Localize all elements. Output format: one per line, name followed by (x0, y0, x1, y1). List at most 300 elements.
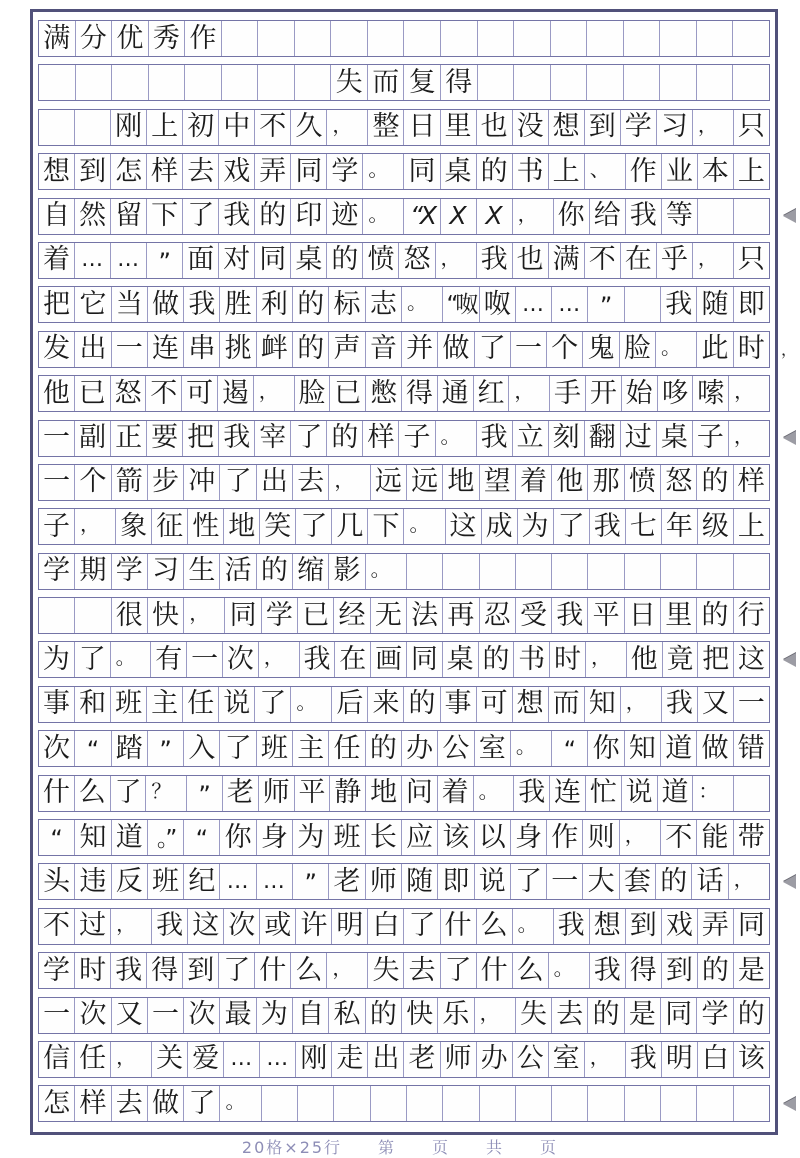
grid-cell-char: 挑 (219, 332, 255, 367)
grid-cell-char: ” (292, 864, 328, 899)
grid-cell-char: 箭 (111, 465, 147, 500)
grid-row (38, 242, 770, 279)
grid-cell-char: 平 (294, 776, 330, 811)
grid-cell-char: 我 (476, 243, 512, 278)
grid-row (38, 819, 770, 856)
grid-cell-char: 只 (733, 110, 769, 145)
grid-cell-char: 学 (620, 110, 656, 145)
grid-cell-char: 也 (476, 110, 512, 145)
grid-cell-empty (586, 65, 623, 100)
row-marker-arrow-icon (783, 1097, 796, 1111)
grid-cell-char: 该 (437, 820, 473, 855)
grid-cell-char: 憋 (365, 376, 401, 411)
grid-cell-char: 他 (551, 465, 587, 500)
grid-cell-char: 同 (660, 998, 696, 1033)
grid-cell-char: 个 (546, 332, 582, 367)
grid-cell-char: 一 (43, 422, 71, 454)
grid-cell-char: 去 (292, 465, 328, 500)
grid-cell-char: 学 (261, 598, 297, 633)
grid-cell-char: 踏 (111, 731, 147, 766)
grid-cell-char: 身 (510, 820, 546, 855)
grid-cell-char: 弄 (697, 909, 733, 944)
grid-cell-char: 志 (365, 287, 401, 322)
grid-cell-char: 书 (513, 642, 549, 677)
grid-row (38, 1041, 770, 1078)
grid-cell-empty (586, 21, 623, 56)
grid-cell-char: 可 (181, 376, 217, 411)
grid-cell-char: ， (512, 199, 553, 234)
grid-cell-char: 正 (110, 421, 146, 456)
grid-cell-char: 去 (111, 1086, 147, 1121)
grid-cell-char: … (74, 243, 110, 278)
row-marker-arrow-icon (783, 875, 796, 889)
grid-cell-char: 为 (517, 509, 553, 544)
grid-cell-char: ， (110, 909, 151, 944)
grid-cell-char: 连 (549, 776, 585, 811)
grid-cell-char: 他 (42, 377, 70, 409)
grid-cell-char: 能 (696, 820, 732, 855)
grid-cell-char: ， (253, 376, 294, 411)
grid-cell-char: 的 (365, 731, 401, 766)
grid-cell-char: 已 (74, 376, 110, 411)
grid-cell-char: 知 (74, 820, 110, 855)
grid-cell-char: 次 (74, 998, 110, 1033)
grid-cell-char: 笑 (259, 509, 295, 544)
grid-cell-char: 么 (74, 776, 110, 811)
grid-cell-char: 作 (546, 820, 582, 855)
grid-cell-char: 道 (111, 820, 147, 855)
grid-cell-char: 明 (331, 909, 367, 944)
grid-cell-char: 次 (223, 909, 259, 944)
grid-cell-char: 师 (365, 864, 401, 899)
grid-cell-char: 复 (403, 65, 440, 100)
grid-cell-char: 又 (111, 998, 147, 1033)
grid-cell-char: 了 (290, 421, 326, 456)
grid-cell-char: 中 (218, 110, 254, 145)
grid-cell-char: 错 (733, 731, 769, 766)
grid-cell-char: 脸 (619, 332, 655, 367)
grid-cell-char: … (256, 864, 292, 899)
grid-cell-char: 主 (292, 731, 328, 766)
grid-cell-char: 脸 (294, 376, 330, 411)
grid-cell-char: 有 (150, 642, 186, 677)
grid-cell-char: 样 (362, 421, 398, 456)
grid-cell-char: 要 (146, 421, 182, 456)
grid-cell-char: 受 (515, 598, 551, 633)
grid-cell-empty (406, 554, 442, 589)
grid-cell-empty (733, 1086, 769, 1121)
grid-cell-char: 愤 (362, 243, 398, 278)
grid-cell-char: 本 (697, 154, 733, 189)
grid-cell-char: 公 (437, 731, 473, 766)
grid-cell-char: 作 (625, 154, 661, 189)
grid-cell-char: 冲 (183, 465, 219, 500)
grid-cell-empty (74, 110, 110, 145)
grid-cell-char: 师 (440, 1042, 476, 1077)
grid-cell-char: … (110, 243, 146, 278)
grid-cell-char: ” (146, 243, 182, 278)
grid-cell-char: 。 (219, 1086, 260, 1121)
grid-cell-char: 私 (328, 998, 364, 1033)
grid-cell-char: 随 (401, 864, 437, 899)
grid-cell-char: 的 (733, 998, 769, 1033)
grid-cell-char: 做 (147, 1086, 183, 1121)
grid-cell-empty (696, 21, 733, 56)
grid-cell-empty (39, 110, 74, 145)
grid-cell-empty (257, 65, 294, 100)
grid-cell-char: 长 (365, 820, 401, 855)
grid-cell-char: 远 (406, 465, 442, 500)
grid-cell-char: 老 (222, 776, 258, 811)
grid-cell-char: 下 (367, 509, 403, 544)
grid-cell-char: 了 (254, 687, 290, 722)
grid-cell-char: 不 (145, 376, 181, 411)
grid-cell-char: 。 (110, 642, 151, 677)
grid-cell-char: 经 (333, 598, 369, 633)
grid-cell-char: 信 (43, 1043, 71, 1075)
grid-cell-char: 自 (43, 200, 71, 232)
grid-cell-char: 上 (733, 154, 769, 189)
grid-cell-char: 。 (473, 776, 514, 811)
grid-cell-char: 的 (478, 642, 514, 677)
grid-row (38, 730, 770, 767)
grid-cell-empty (732, 21, 769, 56)
grid-row (38, 863, 770, 900)
grid-cell-char: 说 (474, 864, 510, 899)
grid-cell-char: 了 (219, 465, 255, 500)
grid-cell-char: 。 (655, 332, 696, 367)
grid-cell-char: 活 (219, 554, 255, 589)
grid-cell-char: 满 (43, 22, 71, 54)
grid-cell-char: 我 (151, 909, 187, 944)
grid-cell-empty (551, 554, 587, 589)
grid-cell-char: 我 (660, 287, 696, 322)
grid-cell-char: 留 (110, 199, 146, 234)
grid-cell-char: 整 (367, 110, 403, 145)
grid-cell-char: 和 (74, 687, 110, 722)
row-marker-arrow-icon (783, 431, 796, 445)
grid-cell-char: 了 (218, 953, 254, 988)
grid-cell-char: “ (551, 731, 587, 766)
grid-cell-char: 此 (696, 332, 732, 367)
grid-cell-char: 任 (182, 687, 218, 722)
grid-cell-char: 胜 (219, 287, 255, 322)
grid-cell-char: 白 (697, 1042, 733, 1077)
grid-cell-char: 我 (589, 509, 625, 544)
grid-cell-char: 远 (370, 465, 406, 500)
grid-cell-char: 了 (440, 953, 476, 988)
grid-cell-char: 次 (222, 642, 258, 677)
grid-cell-char: ， (258, 642, 299, 677)
grid-cell-char: 老 (403, 1042, 439, 1077)
grid-cell-char: 那 (587, 465, 623, 500)
grid-row (38, 375, 770, 412)
grid-cell-char: 只 (733, 243, 769, 278)
grid-cell-char: 我 (625, 1042, 661, 1077)
grid-cell-char: 出 (367, 1042, 403, 1077)
grid-cell-empty (75, 65, 112, 100)
grid-cell-empty (297, 1086, 333, 1121)
grid-cell-char: 我 (553, 909, 589, 944)
grid-cell-char: 级 (697, 509, 733, 544)
grid-cell-char: 。 (401, 287, 442, 322)
grid-cell-char: 戏 (218, 154, 254, 189)
grid-cell-char: 做 (696, 731, 732, 766)
grid-cell-char: “X (403, 199, 439, 234)
grid-cell-char: 想 (589, 909, 625, 944)
grid-row (38, 553, 770, 590)
grid-cell-empty (733, 199, 769, 234)
grid-cell-char: 室 (548, 1042, 584, 1077)
grid-cell-char: 一 (510, 332, 546, 367)
grid-cell-empty (370, 1086, 406, 1121)
grid-cell-char: 面 (182, 243, 218, 278)
grid-cell-char: 性 (187, 509, 223, 544)
grid-cell-char: 一 (733, 687, 769, 722)
grid-cell-char: 可 (476, 687, 512, 722)
grid-cell-empty (732, 65, 769, 100)
grid-cell-char: 出 (256, 465, 292, 500)
grid-cell-char: 它 (74, 287, 110, 322)
grid-cell-char: … (259, 1042, 295, 1077)
grid-cell-char: ， (620, 687, 661, 722)
grid-cell-char: 而 (367, 65, 404, 100)
grid-cell-char: 大 (582, 864, 618, 899)
grid-cell-char: ， (328, 465, 369, 500)
grid-cell-char: 的 (326, 421, 362, 456)
grid-cell-char: 红 (473, 376, 509, 411)
grid-cell-char: 声 (328, 332, 364, 367)
grid-cell-char: 乐 (437, 998, 473, 1033)
grid-row (38, 64, 770, 101)
grid-cell-char: 到 (661, 953, 697, 988)
grid-cell-char: 时 (74, 953, 110, 988)
grid-cell-char: 了 (183, 1086, 219, 1121)
grid-cell-char: 地 (223, 509, 259, 544)
grid-row (38, 641, 770, 678)
grid-cell-char: 得 (401, 376, 437, 411)
grid-cell-char: “ (74, 731, 110, 766)
grid-cell-char: 走 (331, 1042, 367, 1077)
grid-cell-char: 即 (437, 864, 473, 899)
grid-cell-char: 这 (733, 642, 769, 677)
grid-cell-char: 什 (254, 953, 290, 988)
grid-cell-char: 师 (258, 776, 294, 811)
grid-cell-char: 日 (624, 598, 660, 633)
grid-cell-char: ， (728, 421, 769, 456)
grid-cell-char: 象 (115, 509, 151, 544)
grid-cell-char: 怎 (110, 154, 146, 189)
grid-cell-char: 开 (585, 376, 621, 411)
grid-cell-char: 了 (474, 332, 510, 367)
grid-row (38, 464, 770, 501)
grid-cell-empty (221, 65, 258, 100)
grid-cell-char: 自 (292, 998, 328, 1033)
grid-cell-empty (733, 554, 769, 589)
grid-cell-char: 了 (510, 864, 546, 899)
grid-cell-char: 戏 (661, 909, 697, 944)
grid-cell-char: 到 (182, 953, 218, 988)
grid-cell-empty (74, 598, 110, 633)
grid-cell-char: ” (186, 776, 222, 811)
grid-cell-char: 怎 (43, 1087, 71, 1119)
grid-cell-char: ， (728, 864, 769, 899)
grid-cell-char: 不 (584, 243, 620, 278)
grid-cell-char: 同 (254, 243, 290, 278)
grid-cell-char: 后 (331, 687, 367, 722)
row-marker-arrow-icon (783, 209, 796, 223)
grid-cell-char: 业 (661, 154, 697, 189)
grid-cell-char: 满 (548, 243, 584, 278)
grid-cell-char: 的 (256, 554, 292, 589)
grid-cell-char: 分 (75, 21, 112, 56)
grid-cell-char: 得 (625, 953, 661, 988)
grid-cell-char: 下 (146, 199, 182, 234)
grid-cell-empty (623, 65, 660, 100)
grid-cell-char: 着 (515, 465, 551, 500)
grid-cell-char: 我 (299, 642, 335, 677)
grid-cell-empty (696, 554, 732, 589)
grid-cell-char: 地 (365, 776, 401, 811)
grid-cell-char: 带 (733, 820, 769, 855)
grid-cell-char: 到 (74, 154, 110, 189)
grid-cell-char: 行 (733, 598, 769, 633)
grid-cell-char: … (551, 287, 587, 322)
grid-cell-char: 嗦 (692, 376, 728, 411)
grid-cell-char: 忍 (479, 598, 515, 633)
grid-cell-char: 生 (183, 554, 219, 589)
grid-cell-char: 么 (476, 909, 512, 944)
grid-cell-char: 班 (110, 687, 146, 722)
grid-cell-char: ， (508, 376, 549, 411)
grid-cell-char: 对 (218, 243, 254, 278)
grid-cell-char: 道 (660, 731, 696, 766)
grid-cell-char: 一 (546, 864, 582, 899)
grid-cell-char: ” (147, 731, 183, 766)
grid-cell-empty (39, 598, 74, 633)
grid-cell-char: 为 (292, 820, 328, 855)
grid-cell-empty (515, 554, 551, 589)
grid-cell-char: 鬼 (582, 332, 618, 367)
grid-cell-empty (333, 1086, 369, 1121)
grid-cell-empty (659, 21, 696, 56)
grid-cell-char: 在 (334, 642, 370, 677)
grid-cell-empty (697, 199, 733, 234)
grid-cell-empty (587, 1086, 623, 1121)
grid-cell-char: 室 (474, 731, 510, 766)
grid-cell-char: 上 (733, 509, 769, 544)
grid-cell-char: 来 (367, 687, 403, 722)
grid-cell-char: 很 (111, 598, 147, 633)
grid-cell-empty (477, 21, 514, 56)
grid-cell-char: 班 (328, 820, 364, 855)
grid-cell-empty (184, 65, 221, 100)
grid-cell-char: … (219, 864, 255, 899)
grid-cell-empty (221, 21, 258, 56)
grid-cell-char: 年 (661, 509, 697, 544)
grid-cell-empty (257, 21, 294, 56)
grid-cell-char: 白 (367, 909, 403, 944)
grid-cell-char: 子 (398, 421, 434, 456)
grid-cell-empty (733, 776, 769, 811)
grid-cell-char: 同 (290, 154, 326, 189)
grid-cell-char: 期 (74, 554, 110, 589)
grid-cell-char: ， (74, 509, 115, 544)
grid-cell-char: 纪 (183, 864, 219, 899)
grid-cell-char: 想 (548, 110, 584, 145)
grid-cell-char: ， (692, 110, 733, 145)
grid-row (38, 1085, 770, 1122)
grid-cell-char: ， (585, 642, 626, 677)
grid-cell-char: 习 (147, 554, 183, 589)
grid-cell-char: 的 (365, 998, 401, 1033)
grid-row (38, 420, 770, 457)
grid-cell-char: X (476, 199, 512, 234)
grid-cell-char: ， (619, 820, 660, 855)
grid-cell-char: 通 (437, 376, 473, 411)
grid-cell-char: 桌 (440, 154, 476, 189)
grid-cell-char: 该 (733, 1042, 769, 1077)
grid-cell-char: 过 (620, 421, 656, 456)
grid-cell-char: 我 (589, 953, 625, 988)
grid-cell-empty (624, 554, 660, 589)
grid-cell-char: 久 (290, 110, 326, 145)
grid-cell-empty (550, 21, 587, 56)
grid-cell-char: 然 (74, 199, 110, 234)
grid-cell-empty (442, 1086, 478, 1121)
grid-cell-empty (513, 65, 550, 100)
grid-cell-char: 画 (370, 642, 406, 677)
grid-cell-char: 始 (621, 376, 657, 411)
grid-cell-char: 七 (625, 509, 661, 544)
grid-cell-char: 事 (440, 687, 476, 722)
grid-cell-char: 着 (437, 776, 473, 811)
grid-cell-char: 班 (147, 864, 183, 899)
grid-cell-char: 了 (403, 909, 439, 944)
grid-cell-char: 失 (330, 65, 367, 100)
grid-cell-char: 学 (43, 555, 71, 587)
grid-cell-char: 没 (512, 110, 548, 145)
grid-cell-char: 为 (42, 643, 70, 675)
grid-cell-char: ” (587, 287, 623, 322)
grid-cell-empty (330, 21, 367, 56)
margin-comma-mark: ， (781, 339, 798, 359)
grid-cell-char: 里 (440, 110, 476, 145)
grid-cell-char: 是 (733, 953, 769, 988)
grid-cell-char: ， (326, 110, 367, 145)
grid-cell-char: 征 (151, 509, 187, 544)
grid-cell-char: 了 (553, 509, 589, 544)
grid-cell-char: 这 (187, 909, 223, 944)
grid-cell-char: 的 (292, 332, 328, 367)
grid-cell-char: ， (692, 243, 733, 278)
grid-cell-char: 这 (445, 509, 481, 544)
grid-cell-char: 我 (110, 953, 146, 988)
grid-cell-char: ， (584, 1042, 625, 1077)
grid-cell-char: 当 (111, 287, 147, 322)
grid-cell-char: 为 (256, 998, 292, 1033)
grid-cell-char: 也 (512, 243, 548, 278)
grid-cell-char: 话 (691, 864, 727, 899)
grid-cell-char: 个 (74, 465, 110, 500)
grid-cell-char: 几 (331, 509, 367, 544)
grid-cell-char: 老 (328, 864, 364, 899)
grid-cell-char: 印 (290, 199, 326, 234)
grid-cell-char: 你 (553, 199, 589, 234)
grid-cell-char: 立 (512, 421, 548, 456)
grid-cell-char: 刻 (548, 421, 584, 456)
grid-cell-char: 望 (479, 465, 515, 500)
